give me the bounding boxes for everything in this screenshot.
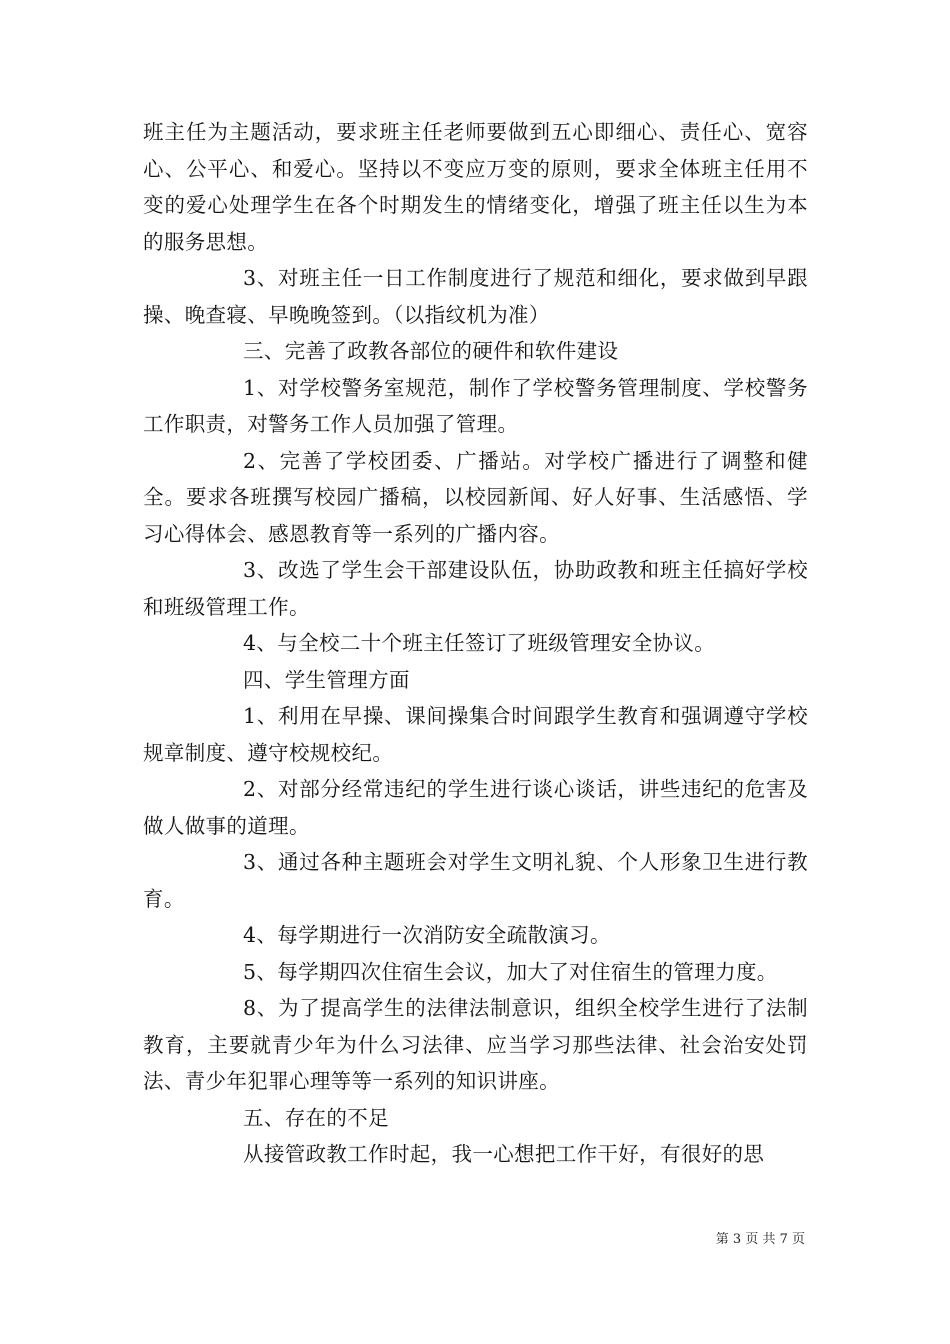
body-paragraph: 班主任为主题活动，要求班主任老师要做到五心即细心、责任心、宽容心、公平心、和爱心。坚持以不变应万变的原则，要求全体班主任用不变的爱心处理学生在各个时期发生的情绪变化，增强了班主任以生为本的服务思想。 [143, 120, 808, 254]
section-heading: 五、存在的不足 [243, 1105, 389, 1130]
body-paragraph: 2、对部分经常违纪的学生进行谈心谈话，讲些违纪的危害及做人做事的道理。 [143, 777, 808, 838]
body-paragraph: 4、与全校二十个班主任签订了班级管理安全协议。 [243, 631, 716, 655]
body-paragraph: 4、每学期进行一次消防安全疏散演习。 [243, 923, 611, 947]
body-paragraph: 3、改选了学生会干部建设队伍，协助政教和班主任搞好学校和班级管理工作。 [143, 558, 808, 619]
body-paragraph: 8、为了提高学生的法律法制意识，组织全校学生进行了法制教育，主要就青少年为什么习法律、应当学习那些法律、社会治安处罚法、青少年犯罪心理等等一系列的知识讲座。 [143, 996, 808, 1093]
section-heading: 四、学生管理方面 [243, 667, 410, 692]
body-paragraph: 1、对学校警务室规范，制作了学校警务管理制度、学校警务工作职责，对警务工作人员加强了管理。 [143, 375, 808, 436]
body-paragraph: 从接管政教工作时起，我一心想把工作干好，有很好的思 [243, 1142, 765, 1166]
body-paragraph: 5、每学期四次住宿生会议，加大了对住宿生的管理力度。 [243, 959, 778, 984]
body-paragraph: 2、完善了学校团委、广播站。对学校广播进行了调整和健全。要求各班撰写校园广播稿，以校园新闻、好人好事、生活感悟、学习心得体会、感恩教育等一系列的广播内容。 [143, 448, 808, 546]
document-body [143, 114, 808, 1173]
body-paragraph: 3、对班主任一日工作制度进行了规范和细化，要求做到早跟操、晚查寝、早晚晚签到。（以指纹机为准） [143, 266, 808, 327]
page-number-footer: 第 3 页 共 7 页 [715, 1232, 805, 1247]
section-heading: 三、完善了政教各部位的硬件和软件建设 [243, 339, 619, 363]
body-paragraph: 3、通过各种主题班会对学生文明礼貌、个人形象卫生进行教育。 [143, 850, 808, 911]
body-paragraph: 1、利用在早操、课间操集合时间跟学生教育和强调遵守学校规章制度、遵守校规校纪。 [143, 704, 808, 765]
